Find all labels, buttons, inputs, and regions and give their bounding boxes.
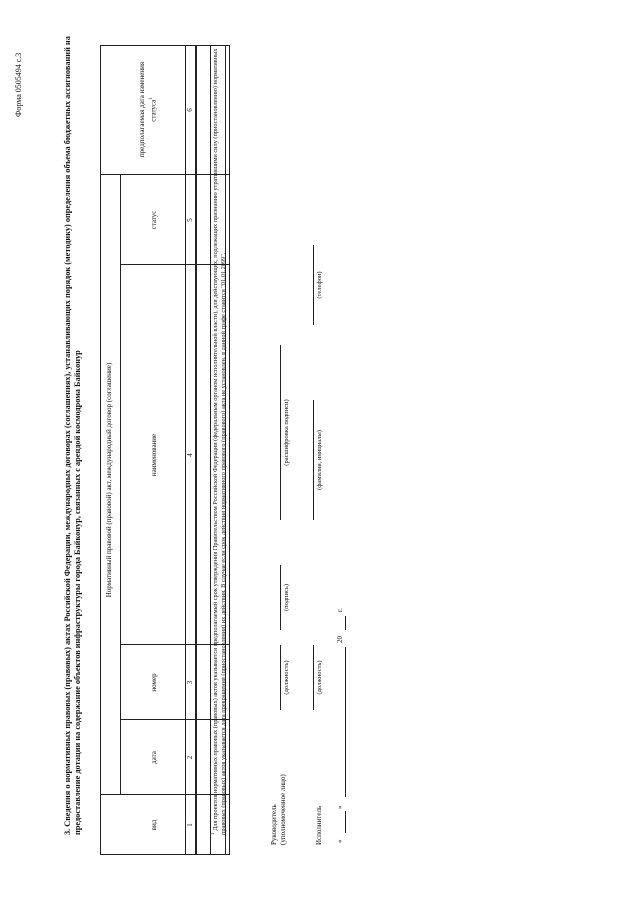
head-position-caption: (должность) (283, 660, 290, 695)
col-header-status: статус (150, 210, 158, 230)
head-signature-line (280, 565, 281, 630)
head-signature-caption: (подпись) (283, 584, 290, 611)
executor-phone-line (313, 245, 314, 325)
date-year-line (345, 616, 346, 630)
executor-label: Исполнитель (315, 805, 323, 845)
head-name-line (280, 345, 281, 520)
head-label-note: (уполномоченное лицо) (279, 774, 287, 845)
col-number: 4 (186, 453, 194, 457)
date-quote-open: « (336, 839, 344, 843)
col-header-date: дата (150, 751, 158, 764)
col-header-number: номер (150, 673, 158, 692)
executor-name-caption: (фамилия, инициалы) (316, 430, 323, 490)
head-position-line (280, 645, 281, 710)
col-header-status-change-date: предполагаемая дата изменения статуса$^1$ (138, 61, 158, 158)
head-name-caption: (расшифровка подписи) (283, 399, 290, 466)
executor-position-caption: (должность) (316, 660, 323, 695)
date-quote-close: » (336, 805, 344, 809)
date-month-line (345, 647, 346, 797)
footnote: $^1$ Для проектов нормативных правовых (правовых) актов указывается предполагаемый срок утверждения Правительством Российской Федерации (федеральным органом исполнительной власти), для действующих, подлежащих признанию утратившими силу (приостановлению) нормативных правовых (правовых) актов указывается дата прекращения (приостановления) их действия. В случае если срок действия нормативного правового (правового) акта не установлен, в данной графе ставится "01.01.2099". (211, 48, 228, 835)
col-number: 5 (186, 218, 194, 222)
date-day-line (345, 811, 346, 833)
group-header: Нормативный правовой (правовой) акт, международный договор (соглашение) (105, 362, 113, 598)
number-row-rule (195, 45, 197, 855)
executor-name-line (313, 400, 314, 520)
col-header-name: наименование (150, 433, 158, 477)
form-number: Форма 0505494 с.3 (14, 52, 23, 117)
date-year-prefix: 20 (336, 636, 344, 643)
date-year-suffix: г. (336, 608, 344, 612)
executor-phone-caption: (телефон) (316, 271, 323, 299)
executor-position-line (313, 645, 314, 710)
col-number: 2 (186, 755, 194, 760)
group-header-rule (120, 175, 121, 795)
col-number: 3 (186, 680, 194, 685)
section-heading: 3. Сведения о нормативных правовых (правовых) актах Российской Федерации, международных договорах (соглашениях), устанавливающих порядок (методику) определения объема бюджетных ассигнований на предоставление дотации на содержание объектов инфраструктуры города Байконур, связанных с арендой космодрома Байконур (63, 36, 82, 835)
col-number: 6 (186, 108, 194, 112)
col-number: 1 (186, 823, 194, 827)
col-header-type: вид (150, 819, 158, 831)
head-label: Руководитель (270, 804, 278, 845)
